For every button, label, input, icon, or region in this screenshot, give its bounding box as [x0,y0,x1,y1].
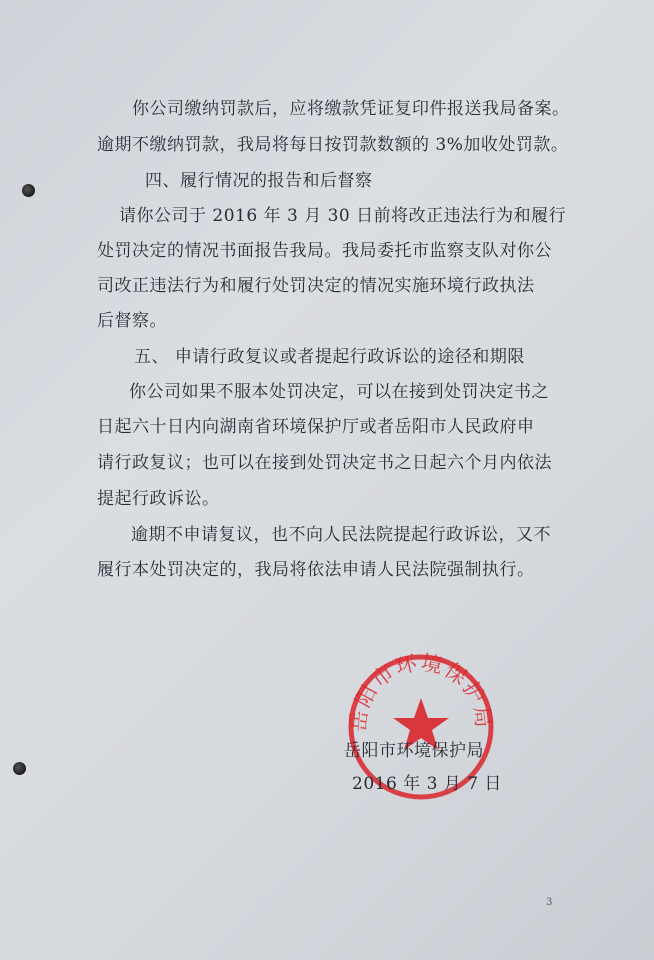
text-line-5: 处罚决定的情况书面报告我局。我局委托市监察支队对你公 [97,241,552,261]
issue-date: 2016 年 3 月 7 日 [352,774,502,794]
text-line-7: 后督察。 [97,311,167,331]
text-line-11: 请行政复议；也可以在接到处罚决定书之日起六个月内依法 [97,453,552,473]
text-line-1: 你公司缴纳罚款后，应将缴款凭证复印件报送我局备案。 [132,99,570,119]
page-number: 3 [546,897,553,908]
text-line-6: 司改正违法行为和履行处罚决定的情况实施环境行政执法 [97,276,535,296]
svg-text:岳阳市环境保护局: 岳阳市环境保护局 [346,652,496,733]
issuer-name: 岳阳市环境保护局 [344,741,484,761]
text-line-12: 提起行政诉讼。 [97,489,220,509]
text-line-14: 履行本处罚决定的，我局将依法申请人民法院强制执行。 [97,560,535,580]
text-line-9: 你公司如果不服本处罚决定，可以在接到处罚决定书之 [129,382,549,402]
section-heading-4: 四、履行情况的报告和后督察 [145,171,373,191]
punch-hole-top [22,184,35,197]
text-line-2: 逾期不缴纳罚款，我局将每日按罚款数额的 3%加收处罚款。 [97,135,569,155]
punch-hole-bottom [13,762,26,775]
text-line-4: 请你公司于 2016 年 3 月 30 日前将改正违法行为和履行 [119,206,567,226]
section-heading-5: 五、 申请行政复议或者提起行政诉讼的途径和期限 [134,347,525,367]
text-line-10: 日起六十日内向湖南省环境保护厅或者岳阳市人民政府申 [97,417,535,437]
text-line-13: 逾期不申请复议，也不向人民法院提起行政诉讼，又不 [131,525,551,545]
